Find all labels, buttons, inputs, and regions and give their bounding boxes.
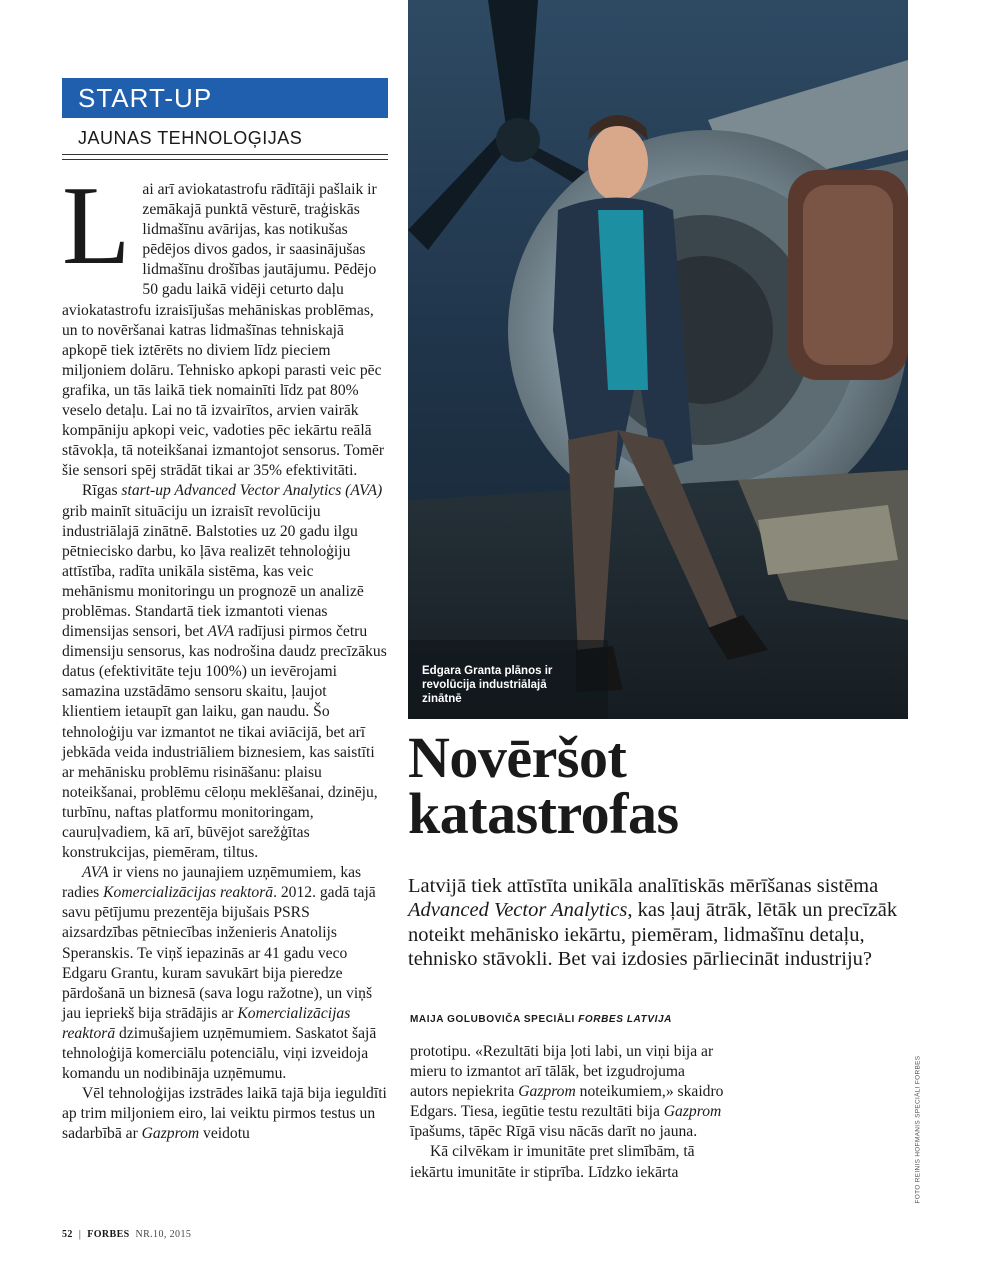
issue-number: NR.10, 2015 [135, 1229, 192, 1240]
footer-separator: | [78, 1229, 82, 1240]
text-run: dzimušajiem uzņēmumiem. Saskatot šajā tehnoloģijā komerciālu potenciālu, viņi izveidoja komandu un nodibināja uzņēmumu. [62, 1024, 377, 1083]
photo-credit [912, 1056, 922, 1204]
italic-text: AVA [82, 864, 109, 882]
text-run: Latvijā tiek attīstīta unikāla analītiskās mērīšanas sistēma [408, 875, 879, 897]
header-rule-double [62, 159, 388, 160]
headline-line-1: Novēršot [408, 725, 627, 790]
text-run: īpašums, tāpēc Rīgā visu nācās darīt no jauna. [410, 1123, 698, 1141]
italic-text: Komercializācijas reaktorā [62, 1004, 351, 1042]
text-run: grib mainīt situāciju un izraisīt revolūciju industriālajā zinātnē. Balstoties uz 20 gadu ilgu pētniecisko darbu, ko ļāva realizēt tehnoloģiju attīstība, radīta unikāla sistēma, kas veic mehānismu monitoringu un prognozē un analizē problēmas. Standartā tiek izmantoti vienas dimensijas sensori, bet [62, 502, 364, 641]
body-paragraph [62, 863, 388, 1084]
byline-publication: FORBES LATVIJA [578, 1014, 672, 1025]
text-run: , kas ļauj ātrāk, lētāk un precīzāk noteikt mehānisko iekārtu, piemēram, lidmašīnu detaļu, tehnisko stāvokli. Bet vai izdosies pārliecināt industriju? [408, 899, 898, 971]
article-deck [408, 874, 908, 972]
body-paragraph [410, 1142, 724, 1182]
body-paragraph [62, 481, 388, 863]
text-run: radījusi pirmos četru dimensiju sensorus, kas nodrošina daudz precīzākus datus (efektivitāte teju 100%) un ievērojami samazina uzstādāmo sensoru skaitu, ļaujot klientiem ietaupīt gan laiku, gan naudu. Šo tehnoloģiju var izmantot ne tikai aviācijā, bet arī jebkāda veida industriāliem biznesiem, kas saistīti ar mehānisku problēmu risināšanu: plaisu noteikšanai, problēmu cēloņu meklēšanai, dzinēju, turbīnu, naftas platformu monitoringam, cauruļvadiem, kā arī, būvējot sarežģītas konstrukcijas, piemēram, tiltus. [62, 623, 387, 862]
italic-text: AVA [207, 623, 235, 641]
italic-text: Gazprom [518, 1083, 576, 1101]
page-number: 52 [62, 1229, 73, 1240]
italic-text: start-up Advanced Vector Analytics (AVA) [121, 482, 383, 500]
drop-cap: L [62, 164, 131, 288]
text-run: Vēl tehnoloģijas izstrādes laikā tajā bija ieguldīti ap trim miljoniem eiro, lai veiktu pirmos testus un sadarbībā ar [62, 1085, 387, 1143]
text-run: . 2012. gadā tajā savu pētījumu prezentēja bijušais PSRS aizsardzības pētniecības inženieris Anatolijs Speranskis. Te viņš iepazinās ar 41 gadu veco Edgaru Grantu, kuram savukārt bija pieredze pārdošanā un biznesā (sava logu ražotne), un viņš jau iepriekš bija strādājis ar [62, 884, 376, 1022]
body-paragraph [410, 1042, 724, 1142]
text-run: prototipu. «Rezultāti bija ļoti labi, un viņi bija ar mieru to izmantot arī tālāk, bet izgudrojuma autors nepiekrita [410, 1043, 714, 1101]
section-bar [62, 78, 388, 118]
headline-line-2: katastrofas [408, 781, 679, 846]
text-run: noteikumiem,» skaidro Edgars. Tiesa, iegūtie testu rezultāti bija [410, 1083, 724, 1121]
italic-text: Komercializācijas reaktorā [103, 884, 274, 902]
body-column-right [410, 1042, 724, 1183]
article-photo [408, 0, 908, 719]
body-column-left [62, 164, 388, 1145]
byline-author: MAIJA GOLUBOVIČA SPECIĀLI [410, 1014, 579, 1025]
body-paragraph [62, 1084, 388, 1144]
italic-text: Gazprom [141, 1125, 200, 1143]
photo-credit-text: FOTO REINIS HOFMANIS SPECIĀLI FORBES [914, 1055, 922, 1204]
magazine-name: FORBES [87, 1229, 130, 1240]
italic-text: Advanced Vector Analytics [408, 899, 628, 922]
section-label: START-UP [78, 83, 213, 113]
italic-text: Gazprom [663, 1103, 722, 1121]
header-rule [62, 154, 388, 155]
text-run: Kā cilvēkam ir imunitāte pret slimībām, tā iekārtu imunitāte ir stiprība. Līdzko iekārta [410, 1143, 695, 1181]
engine-portrait-image [408, 0, 908, 719]
photo-caption: Edgara Granta plānos ir revolūcija industriālajā zinātnē [422, 665, 553, 705]
text-run: veidotu [199, 1125, 250, 1143]
text-run: Rīgas [82, 482, 122, 500]
text-run: ir viens no jaunajiem uzņēmumiem, kas radies [62, 864, 362, 902]
byline [410, 1014, 672, 1025]
subsection-label: JAUNAS TEHNOLOĢIJAS [78, 128, 303, 148]
page-footer [62, 1229, 191, 1240]
text-run: ai arī aviokatastrofu rādītāji pašlaik ir zemākajā punktā vēsturē, traģiskās lidmašīnu avārijas, kas notikušas pēdējos divos gados, ir saasinājušas lidmašīnu drošības jautājumu. Pēdējo 50 gadu laikā vidēji ceturto daļu aviokatastrofu izraisījušas mehāniskas problēmas, un to novēršanai katras lidmašīnas tehniskajā apkopē tiek iztērēts no diviem līdz pieciem miljoniem dolāru. Tehnisko apkopi parasti veic pēc grafika, un tās laikā tiek nomainīti līdz pat 80% veselo detaļu. Lai no tā izvairītos, arvien vairāk kompāniju apkopi veic, vadoties pēc iekārtu reālā stāvokļa, tā noteikšanai izmantojot sensorus. Tomēr šie sensori spēj strādāt tikai ar 35% efektivitāti. [62, 181, 385, 480]
headline [408, 725, 679, 846]
